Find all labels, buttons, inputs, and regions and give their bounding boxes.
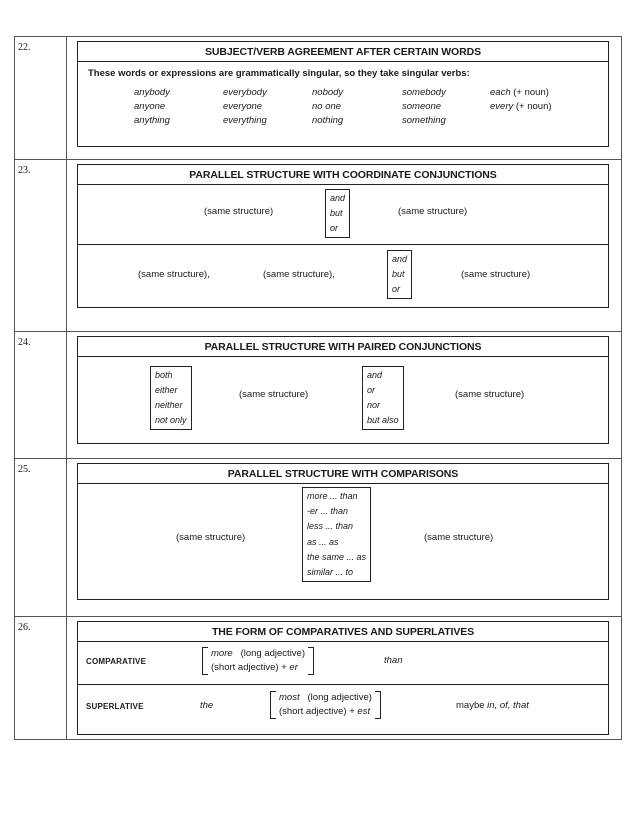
conjunction: or bbox=[392, 284, 401, 294]
conjunction: but bbox=[330, 208, 343, 218]
rule-cell bbox=[67, 37, 622, 160]
table-row bbox=[15, 617, 622, 740]
conjunction: or bbox=[367, 385, 376, 395]
word: every (+ noun) bbox=[490, 101, 552, 112]
row-number: 23. bbox=[15, 160, 67, 332]
structure-label: (same structure), bbox=[263, 269, 335, 280]
word: each (+ noun) bbox=[490, 87, 549, 98]
comparison-form: -er ... than bbox=[307, 506, 349, 517]
rule-body bbox=[78, 62, 608, 140]
word-column bbox=[312, 86, 343, 128]
comparison-form: the same ... as bbox=[307, 551, 367, 562]
word-column bbox=[490, 86, 552, 114]
row-label: COMPARATIVE bbox=[86, 657, 147, 666]
before-word: the bbox=[200, 700, 214, 711]
word: everyone bbox=[223, 101, 263, 112]
after-phrase: maybe in, of, that bbox=[456, 700, 529, 711]
rule-title: PARALLEL STRUCTURE WITH COMPARISONS bbox=[78, 464, 608, 484]
table-row bbox=[15, 459, 622, 617]
form-line: (short adjective) + er bbox=[211, 662, 298, 673]
row-number: 22. bbox=[15, 37, 67, 160]
conjunction: not only bbox=[155, 415, 187, 425]
rule-box bbox=[77, 164, 609, 308]
structure-label: (same structure) bbox=[398, 206, 468, 217]
conjunction: both bbox=[155, 370, 173, 380]
table-row bbox=[15, 37, 622, 160]
rule-section bbox=[78, 357, 608, 437]
rule-cell bbox=[67, 160, 622, 332]
bracket-left bbox=[202, 647, 208, 675]
word: something bbox=[402, 115, 446, 126]
bracket-right bbox=[375, 691, 381, 719]
rule-cell bbox=[67, 459, 622, 617]
word: everybody bbox=[223, 87, 267, 98]
rule-box bbox=[77, 621, 609, 735]
conjunction: but bbox=[392, 269, 405, 279]
intro-text: These words or expressions are grammatically singular, so they take singular verbs: bbox=[88, 68, 470, 79]
rule-title: PARALLEL STRUCTURE WITH COORDINATE CONJUNCTIONS bbox=[78, 165, 608, 185]
table-row bbox=[15, 160, 622, 332]
rule-section bbox=[78, 185, 608, 244]
word-column bbox=[134, 86, 170, 128]
rule-section bbox=[78, 245, 608, 307]
conjunction: and bbox=[330, 193, 346, 203]
after-word: than bbox=[384, 655, 403, 666]
structure-label: (same structure) bbox=[204, 206, 274, 217]
row-label: SUPERLATIVE bbox=[86, 702, 144, 711]
comparison-form: less ... than bbox=[307, 521, 354, 532]
conjunction-box bbox=[325, 189, 350, 238]
structure-label: (same structure) bbox=[176, 532, 246, 543]
rule-title: PARALLEL STRUCTURE WITH PAIRED CONJUNCTIONS bbox=[78, 337, 608, 357]
conjunction: and bbox=[367, 370, 383, 380]
rules-table bbox=[14, 36, 622, 740]
row-number: 24. bbox=[15, 332, 67, 459]
conjunction: but also bbox=[367, 415, 399, 425]
word: everything bbox=[223, 115, 267, 126]
rule-title: THE FORM OF COMPARATIVES AND SUPERLATIVES bbox=[78, 622, 608, 642]
conjunction: nor bbox=[367, 400, 381, 410]
structure-label: (same structure) bbox=[461, 269, 531, 280]
conjunction-box bbox=[362, 366, 404, 430]
word: nothing bbox=[312, 115, 344, 126]
conjunction: either bbox=[155, 385, 178, 395]
conjunction: and bbox=[392, 254, 408, 264]
row-number: 25. bbox=[15, 459, 67, 617]
rule-box bbox=[77, 336, 609, 444]
conjunction-box bbox=[150, 366, 192, 430]
conjunction: or bbox=[330, 223, 339, 233]
word: no one bbox=[312, 101, 342, 112]
rule-title: SUBJECT/VERB AGREEMENT AFTER CERTAIN WORDS bbox=[78, 42, 608, 62]
rule-section bbox=[78, 484, 608, 594]
word-column bbox=[223, 86, 267, 128]
bracket-left bbox=[270, 691, 276, 719]
comparison-form: as ... as bbox=[307, 536, 339, 547]
form-line: most (long adjective) bbox=[279, 692, 372, 703]
rule-cell bbox=[67, 332, 622, 459]
table-row bbox=[15, 332, 622, 459]
rule-box bbox=[77, 463, 609, 600]
form-bracket bbox=[270, 689, 381, 721]
comparison-form: similar ... to bbox=[307, 567, 354, 578]
word: anybody bbox=[134, 87, 170, 98]
structure-label: (same structure), bbox=[138, 269, 210, 280]
form-line: more (long adjective) bbox=[211, 648, 305, 659]
word: someone bbox=[402, 101, 442, 112]
superlative-row bbox=[78, 685, 608, 728]
form-line: (short adjective) + est bbox=[279, 706, 371, 717]
structure-label: (same structure) bbox=[455, 389, 525, 400]
word-column bbox=[402, 86, 446, 128]
conjunction: neither bbox=[155, 400, 183, 410]
comparative-row bbox=[78, 642, 608, 684]
rule-box bbox=[77, 41, 609, 147]
row-number: 26. bbox=[15, 617, 67, 740]
word: nobody bbox=[312, 87, 344, 98]
bracket-right bbox=[308, 647, 314, 675]
word: anyone bbox=[134, 101, 166, 112]
comparison-box bbox=[302, 487, 371, 582]
conjunction-box bbox=[387, 250, 412, 299]
word: somebody bbox=[402, 87, 446, 98]
structure-label: (same structure) bbox=[424, 532, 494, 543]
word: anything bbox=[134, 115, 170, 126]
rule-cell bbox=[67, 617, 622, 740]
form-bracket bbox=[202, 645, 314, 677]
comparison-form: more ... than bbox=[307, 491, 358, 501]
structure-label: (same structure) bbox=[239, 389, 309, 400]
